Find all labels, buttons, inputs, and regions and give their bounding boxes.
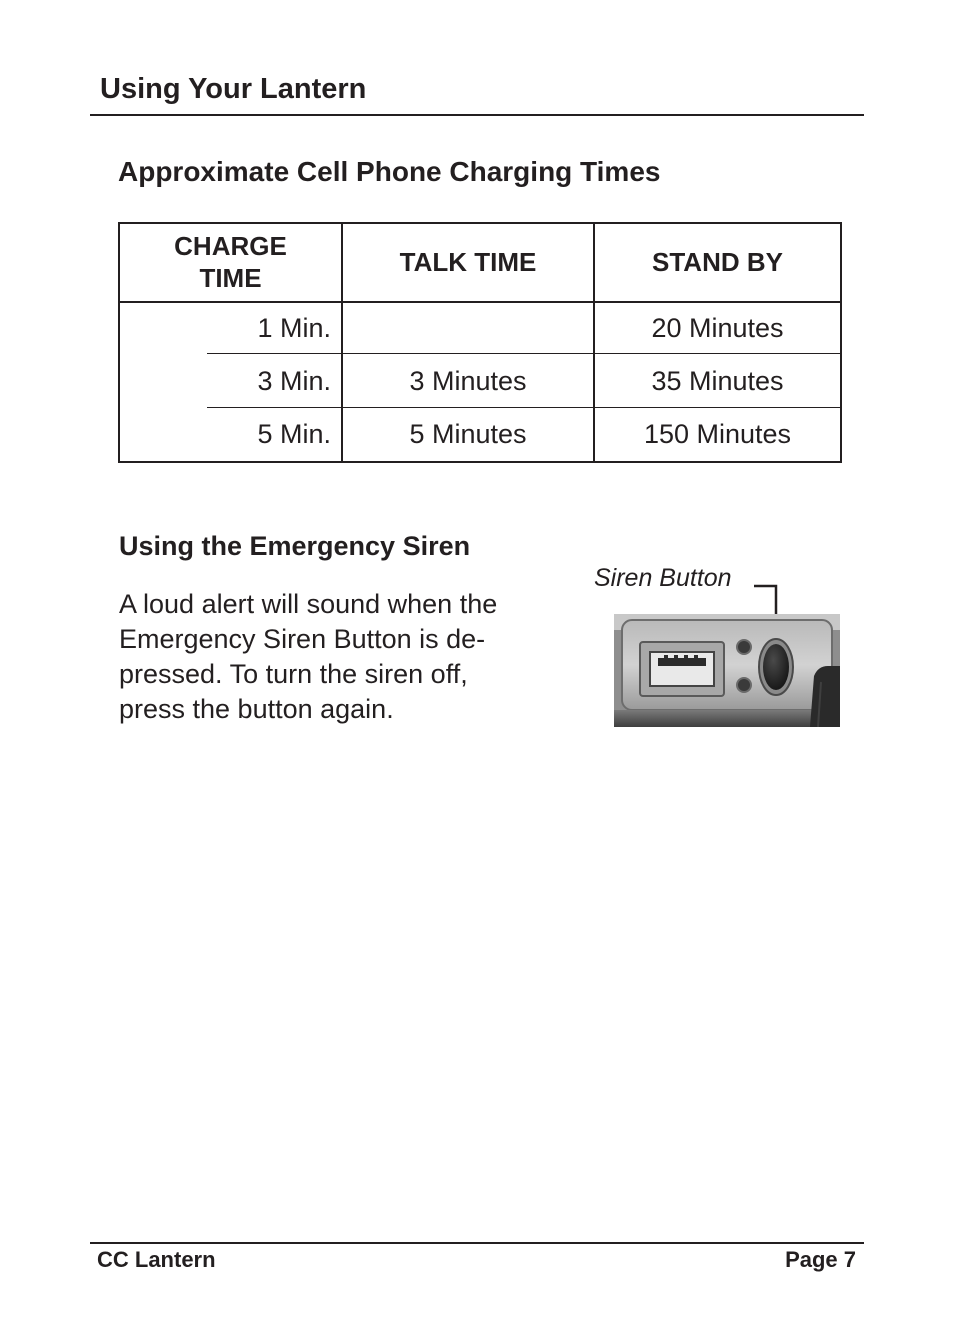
header-divider xyxy=(90,114,864,116)
table-cell-stand-by: 20 Minutes xyxy=(651,312,784,343)
table-heading: Approximate Cell Phone Charging Times xyxy=(118,156,661,187)
footer-product-name: CC Lantern xyxy=(97,1247,216,1272)
column-header-talk-time: TALK TIME xyxy=(399,246,537,277)
siren-button-caption: Siren Button xyxy=(594,564,732,592)
siren-description-line: Emergency Siren Button is de- xyxy=(119,624,486,654)
table-cell-talk-time: 3 Minutes xyxy=(409,365,527,396)
table-cell-charge-time: 1 Min. xyxy=(257,312,331,343)
table-cell-talk-time: 5 Minutes xyxy=(409,419,527,449)
siren-heading: Using the Emergency Siren xyxy=(119,531,471,561)
section-title: Using Your Lantern xyxy=(100,73,367,105)
footer-divider xyxy=(90,1242,864,1244)
table-cell-talk-time xyxy=(343,302,593,354)
siren-description-line: press the button again. xyxy=(119,694,394,724)
lantern-port-panel-photo xyxy=(614,614,840,727)
table-cell-charge-time: 3 Min. xyxy=(257,365,331,396)
charging-times-table xyxy=(118,222,842,463)
column-header-stand-by: STAND BY xyxy=(652,246,783,277)
table-cell-charge-time: 5 Min. xyxy=(257,419,331,449)
siren-description-line: pressed. To turn the siren off, xyxy=(119,659,468,689)
page-number: Page 7 xyxy=(785,1247,856,1272)
siren-description-line: A loud alert will sound when the xyxy=(119,589,498,619)
column-header-charge-time: CHARGE TIME xyxy=(174,231,287,293)
siren-description xyxy=(119,587,559,727)
table-cell-stand-by: 150 Minutes xyxy=(643,419,792,449)
table-cell-stand-by: 35 Minutes xyxy=(651,365,784,396)
